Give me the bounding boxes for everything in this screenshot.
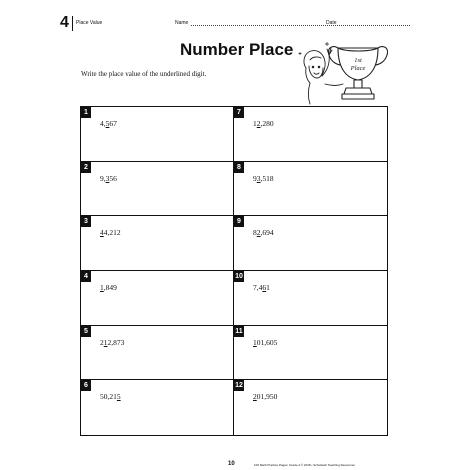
name-label: Name	[175, 20, 189, 26]
problem-number-value: 201,950	[253, 392, 278, 402]
unit-divider	[72, 16, 73, 31]
problem-cell[interactable]	[234, 380, 387, 435]
problem-number-badge: 6	[81, 380, 91, 391]
problem-number-value: 82,694	[253, 228, 274, 238]
problem-number-badge: 12	[235, 382, 243, 390]
problem-number-value: 7,461	[253, 283, 270, 292]
problem-cell[interactable]	[81, 162, 234, 217]
trophy-illustration	[296, 38, 388, 106]
problem-number-badge: 3	[81, 216, 91, 227]
unit-number: 4	[60, 14, 69, 31]
problem-cell[interactable]	[81, 326, 234, 381]
problem-number-badge: 9	[234, 216, 244, 227]
problem-number-value: 1,849	[100, 283, 117, 292]
problem-number-value: 12,280	[253, 119, 274, 128]
date-label: Date	[326, 20, 337, 26]
problem-cell[interactable]	[234, 216, 387, 271]
problem-number-badge: 10	[235, 273, 243, 280]
problem-number-value: 101,605	[253, 337, 278, 347]
page-title: Number Place	[180, 40, 294, 59]
problem-cell[interactable]	[234, 162, 387, 217]
problem-number-badge: 5	[81, 326, 91, 337]
problem-number-badge: 7	[234, 107, 244, 118]
problem-number-value: 4,567	[100, 119, 117, 128]
footer-credit: 100 Math Practice Pages: Grade 4 © 2018 • Scholastic Teaching Resources	[254, 463, 355, 467]
problem-grid	[80, 106, 388, 436]
problem-cell[interactable]	[234, 326, 387, 381]
problem-cell[interactable]	[81, 271, 234, 326]
instructions: Write the place value of the underlined digit.	[81, 70, 207, 78]
trophy-label-line2: Place	[350, 65, 366, 72]
problem-cell[interactable]	[234, 271, 387, 326]
problem-number-value: 50,215	[100, 392, 121, 402]
problem-number-value: 212,873	[100, 337, 125, 347]
trophy-label-line1: 1st	[354, 57, 362, 64]
problem-number-badge: 2	[81, 162, 91, 173]
problem-cell[interactable]	[81, 216, 234, 271]
date-field-line	[341, 25, 410, 26]
problem-cell[interactable]	[81, 380, 234, 435]
problem-number-badge: 8	[234, 162, 244, 173]
page-header	[60, 14, 410, 34]
problem-number-badge: 4	[81, 271, 91, 282]
problem-number-badge: 1	[81, 107, 91, 118]
unit-title: Place Value	[76, 20, 103, 26]
problem-number-badge: 11	[235, 327, 243, 335]
problem-cell[interactable]	[81, 107, 234, 162]
page-number: 10	[228, 461, 235, 467]
problem-cell[interactable]	[234, 107, 387, 162]
problem-number-value: 93,518	[253, 173, 274, 183]
problem-number-value: 9,356	[100, 173, 117, 183]
problem-number-value: 44,212	[100, 228, 121, 238]
